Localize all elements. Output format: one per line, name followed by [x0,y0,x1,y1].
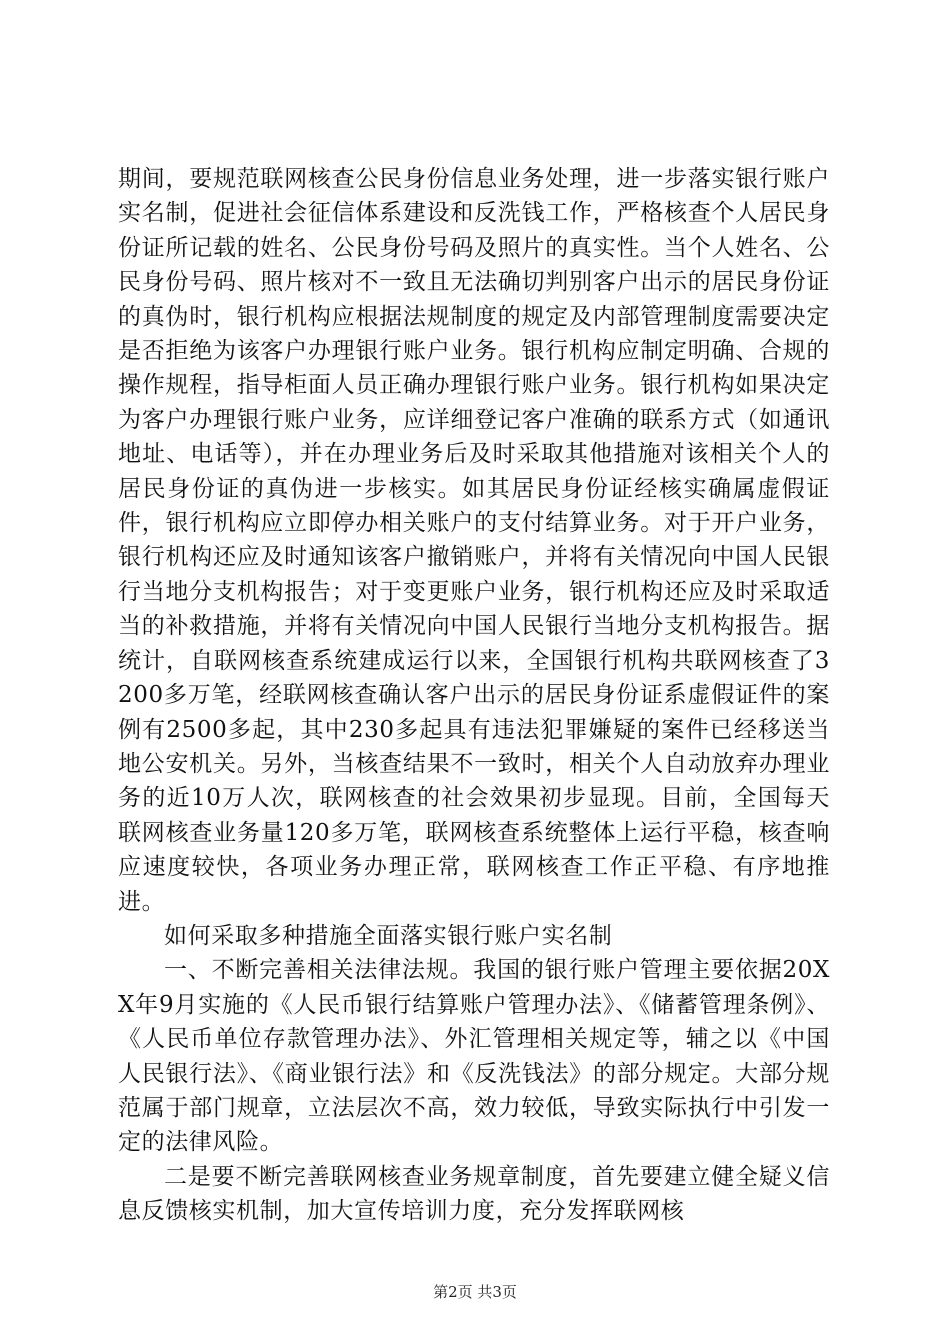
section-heading: 如何采取多种措施全面落实银行账户实名制 [164,922,613,949]
paragraph-legal-framework: 一、不断完善相关法律法规。我国的银行账户管理主要依据20XX年9月实施的《人民币银行结算账户管理办法》、《储蓄管理条例》、《人民币单位存款管理办法》、外汇管理相关规定等，辅之以《中国人民银行法》、《商业银行法》和《反洗钱法》的部分规定。大部分规范属于部门规章，立法层次不高，效力较低，导致实际执行中引发一定的法律风险。 [118,957,830,1156]
paragraph-regulation-improvement: 二是要不断完善联网核查业务规章制度，首先要建立健全疑义信息反馈核实机制，加大宣传培训力度，充分发挥联网核 [118,1163,830,1225]
document-body [118,162,830,1229]
page-number-footer: 第2页 共3页 [433,1283,517,1301]
paragraph-verification-procedures: 期间，要规范联网核查公民身份信息业务处理，进一步落实银行账户实名制，促进社会征信体系建设和反洗钱工作，严格核查个人居民身份证所记载的姓名、公民身份号码及照片的真实性。当个人姓名、公民身份号码、照片核对不一致且无法确切判别客户出示的居民身份证的真伪时，银行机构应根据法规制度的规定及内部管理制度需要决定是否拒绝为该客户办理银行账户业务。银行机构应制定明确、合规的操作规程，指导柜面人员正确办理银行账户业务。银行机构如果决定为客户办理银行账户业务，应详细登记客户准确的联系方式（如通讯地址、电话等），并在办理业务后及时采取其他措施对该相关个人的居民身份证的真伪进一步核实。如其居民身份证经核实确属虚假证件，银行机构应立即停办相关账户的支付结算业务。对于开户业务，银行机构还应及时通知该客户撤销账户，并将有关情况向中国人民银行当地分支机构报告；对于变更账户业务，银行机构还应及时采取适当的补救措施，并将有关情况向中国人民银行当地分支机构报告。据统计，自联网核查系统建成运行以来，全国银行机构共联网核查了3200多万笔，经联网核查确认客户出示的居民身份证系虚假证件的案例有2500多起，其中230多起具有违法犯罪嫌疑的案件已经移送当地公安机关。另外，当核查结果不一致时，相关个人自动放弃办理业务的近10万人次，联网核查的社会效果初步显现。目前，全国每天联网核查业务量120多万笔，联网核查系统整体上运行平稳，核查响应速度较快，各项业务办理正常，联网核查工作正平稳、有序地推进。 [118,166,830,915]
